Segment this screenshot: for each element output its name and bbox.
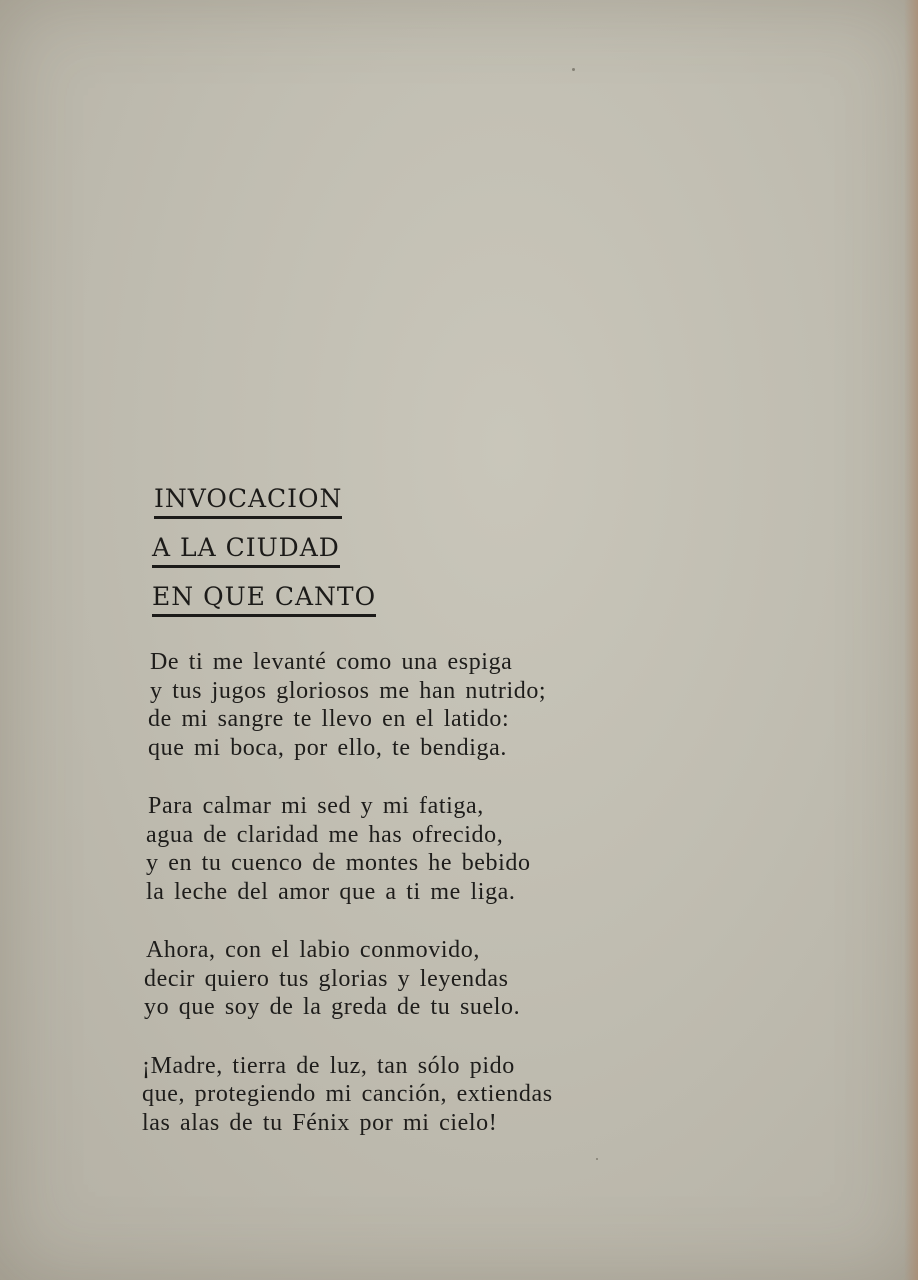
poem-title <box>152 484 376 631</box>
page-edge-shadow <box>904 0 918 1280</box>
verse: De ti me levanté como una espiga <box>150 649 513 675</box>
poem-body <box>142 648 553 1167</box>
stanza-4 <box>142 1052 553 1138</box>
title-line-3: EN QUE CANTO <box>152 582 376 617</box>
verse: decir quiero tus glorias y leyendas <box>144 965 509 992</box>
verse: y tus jugos gloriosos me han nutrido; <box>150 677 547 704</box>
verse: Ahora, con el labio conmovido, <box>146 937 480 963</box>
paper-speck <box>596 1158 598 1160</box>
verse: Para calmar mi sed y mi fatiga, <box>148 793 484 819</box>
verse: de mi sangre te llevo en el latido: <box>148 706 510 732</box>
title-line-2: A LA CIUDAD <box>152 533 340 568</box>
verse: y en tu cuenco de montes he bebido <box>146 850 531 876</box>
verse: que mi boca, por ello, te bendiga. <box>148 734 507 761</box>
title-line-1: INVOCACION <box>154 484 342 519</box>
stanza-2 <box>142 792 553 906</box>
verse: que, protegiendo mi canción, extiendas <box>142 1081 553 1107</box>
verse: agua de claridad me has ofrecido, <box>146 821 504 848</box>
verse: la leche del amor que a ti me liga. <box>146 878 516 905</box>
stanza-1 <box>142 648 553 762</box>
paper-speck <box>572 68 575 71</box>
stanza-3 <box>142 936 553 1022</box>
verse: las alas de tu Fénix por mi cielo! <box>142 1109 498 1136</box>
verse: ¡Madre, tierra de luz, tan sólo pido <box>142 1052 515 1079</box>
verse: yo que soy de la greda de tu suelo. <box>144 994 521 1020</box>
